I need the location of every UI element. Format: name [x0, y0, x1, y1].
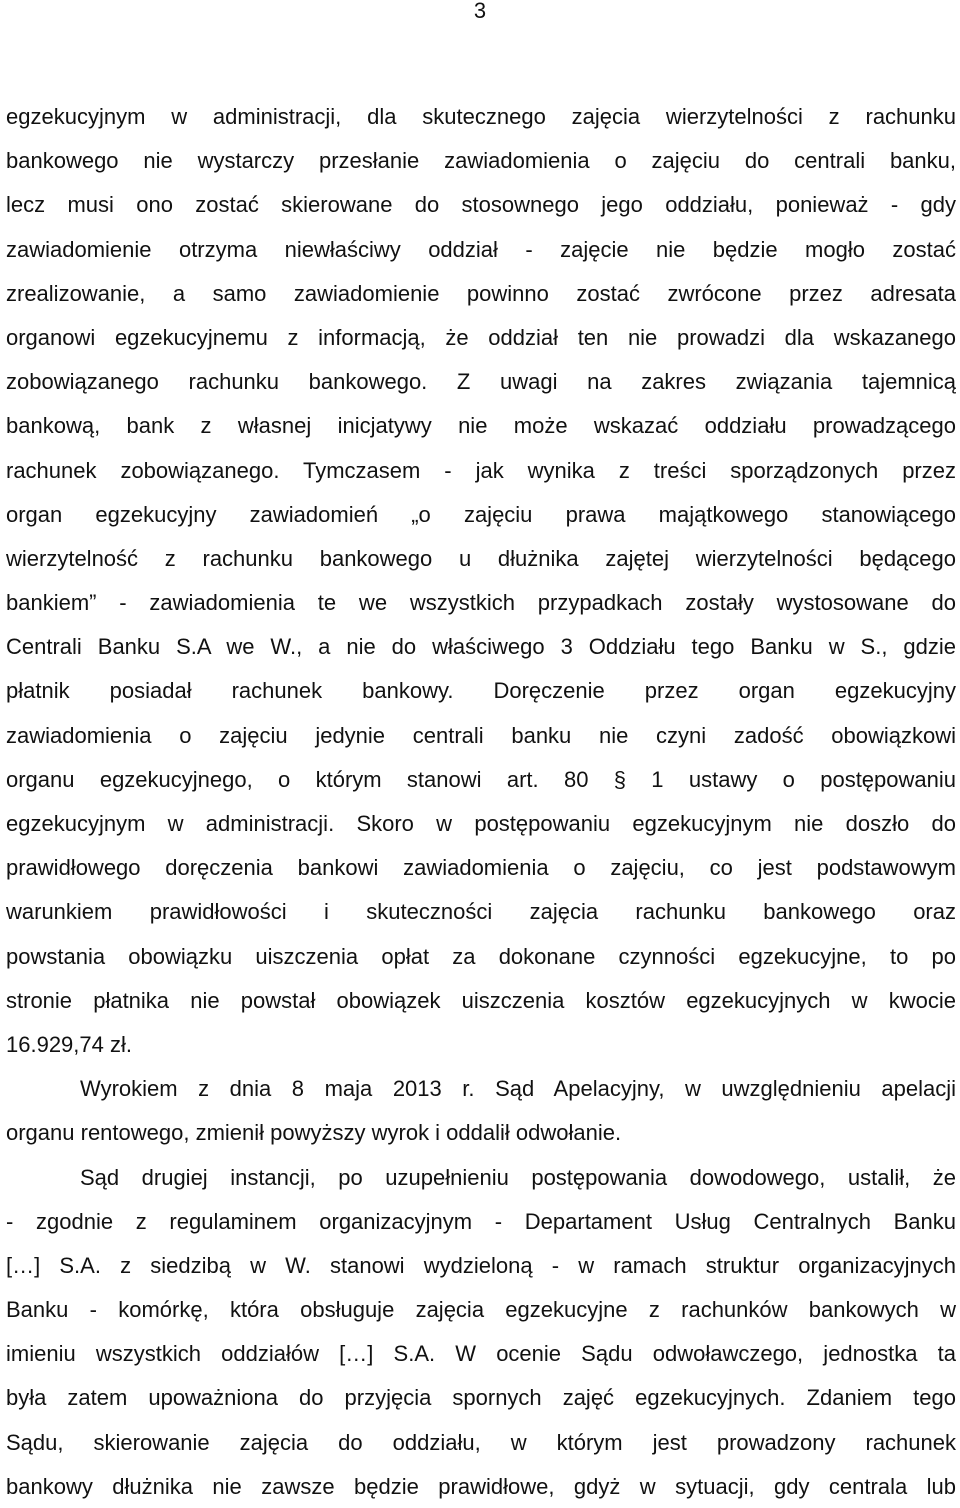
text-line: Wyrokiem z dnia 8 maja 2013 r. Sąd Apelacyjny, w uwzględnieniu apelacji: [80, 1076, 956, 1102]
text-line: […] S.A. z siedzibą w W. stanowi wydzieloną - w ramach struktur organizacyjnych: [6, 1252, 956, 1278]
text-line: zawiadomienie otrzyma niewłaściwy oddział - zajęcie nie będzie mogło zostać: [6, 236, 956, 262]
text-line: bankowy dłużnika nie zawsze będzie prawidłowe, gdyż w sytuacji, gdy centrala lub: [6, 1473, 956, 1499]
text-line: imieniu wszystkich oddziałów […] S.A. W ocenie Sądu odwoławczego, jednostka ta: [6, 1341, 956, 1367]
text-line: powstania obowiązku uiszczenia opłat za dokonane czynności egzekucyjne, to po: [6, 943, 956, 969]
text-line: Centrali Banku S.A we W., a nie do właściwego 3 Oddziału tego Banku w S., gdzie: [6, 634, 956, 660]
text-line: zobowiązanego rachunku bankowego. Z uwagi na zakres związania tajemnicą: [6, 369, 956, 395]
text-line: bankową, bank z własnej inicjatywy nie może wskazać oddziału prowadzącego: [6, 413, 956, 439]
text-line: warunkiem prawidłowości i skuteczności zajęcia rachunku bankowego oraz: [6, 899, 956, 925]
text-line: egzekucyjnym w administracji. Skoro w postępowaniu egzekucyjnym nie doszło do: [6, 811, 956, 836]
text-line: organowi egzekucyjnemu z informacją, że oddział ten nie prowadzi dla wskazanego: [6, 324, 956, 350]
text-line: organ egzekucyjny zawiadomień „o zajęciu prawa majątkowego stanowiącego: [6, 501, 956, 527]
text-line: bankowego nie wystarczy przesłanie zawiadomienia o zajęciu do centrali banku,: [6, 148, 956, 174]
text-line: Sąd drugiej instancji, po uzupełnieniu postępowania dowodowego, ustalił, że: [80, 1164, 956, 1190]
text-line: 16.929,74 zł.: [6, 1031, 132, 1057]
text-line: - zgodnie z regulaminem organizacyjnym - Departament Usług Centralnych Banku: [6, 1208, 956, 1234]
text-line: egzekucyjnym w administracji, dla skutecznego zajęcia wierzytelności z rachunku: [6, 104, 956, 129]
text-line: zrealizowanie, a samo zawiadomienie powinno zostać zwrócone przez adresata: [6, 280, 956, 306]
text-line: organu rentowego, zmienił powyższy wyrok i oddalił odwołanie.: [6, 1120, 622, 1146]
text-line: bankiem” - zawiadomienia te we wszystkich przypadkach zostały wystosowane do: [6, 590, 956, 616]
text-line: rachunek zobowiązanego. Tymczasem - jak wynika z treści sporządzonych przez: [6, 457, 956, 483]
text-line: organu egzekucyjnego, o którym stanowi art. 80 § 1 ustawy o postępowaniu: [6, 766, 956, 792]
text-line: Sądu, skierowanie zajęcia do oddziału, w którym jest prowadzony rachunek: [6, 1429, 956, 1455]
text-line: wierzytelność z rachunku bankowego u dłużnika zajętej wierzytelności będącego: [6, 545, 956, 571]
text-line: była zatem upoważniona do przyjęcia spornych zajęć egzekucyjnych. Zdaniem tego: [6, 1385, 956, 1411]
body-text: [6, 95, 956, 1508]
text-line: stronie płatnika nie powstał obowiązek uiszczenia kosztów egzekucyjnych w kwocie: [6, 987, 956, 1013]
page-number: 3: [473, 0, 487, 23]
text-line: prawidłowego doręczenia bankowi zawiadomienia o zajęciu, co jest podstawowym: [6, 855, 956, 881]
text-line: płatnik posiadał rachunek bankowy. Doręczenie przez organ egzekucyjny: [6, 678, 956, 704]
text-line: lecz musi ono zostać skierowane do stosownego jego oddziału, ponieważ - gdy: [6, 192, 956, 218]
text-line: Banku - komórkę, która obsługuje zajęcia egzekucyjne z rachunków bankowych w: [6, 1297, 956, 1323]
text-line: zawiadomienia o zajęciu jedynie centrali banku nie czyni zadość obowiązkowi: [6, 722, 956, 748]
